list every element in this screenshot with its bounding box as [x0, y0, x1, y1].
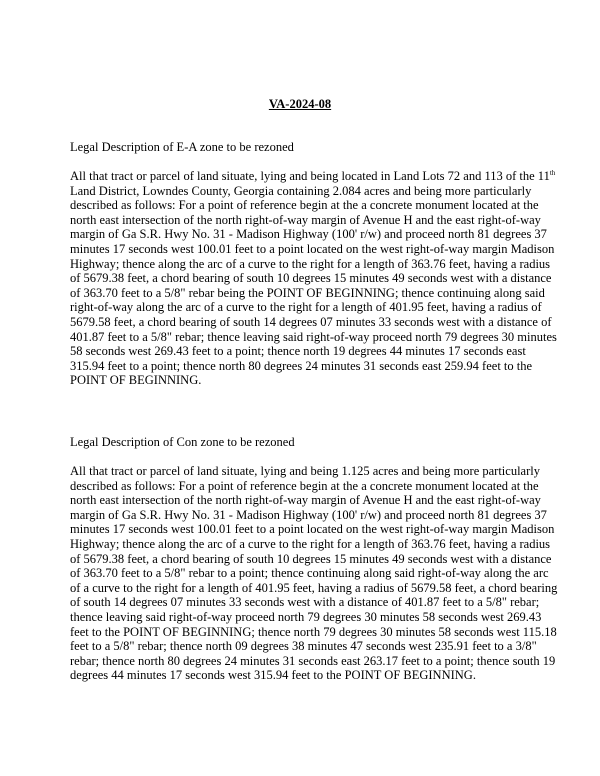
text-line: described as follows: For a point of reference begin at the a concrete monument located at the: [70, 478, 539, 493]
section-ea-body: [70, 168, 557, 388]
text-line: Highway; thence along the arc of a curve to the right for a length of 363.76 feet, having a radius: [70, 536, 551, 551]
text-line: north east intersection of the north right-of-way margin of Avenue H and the east right-of-way: [70, 212, 541, 227]
text-line: minutes 17 seconds west 100.01 feet to a point located on the west right-of-way margin Madison: [70, 241, 555, 256]
text-line: 5679.58 feet, a chord bearing of south 14 degrees 07 minutes 33 seconds west with a distance of: [70, 314, 552, 329]
text-line: All that tract or parcel of land situate, lying and being located in Land Lots 72 and 113 of the 11th: [70, 168, 556, 183]
text-line: 315.94 feet to a point; thence north 80 degrees 24 minutes 31 seconds east 259.94 feet to the: [70, 358, 533, 373]
text-line: Land District, Lowndes County, Georgia containing 2.084 acres and being more particularly: [70, 183, 532, 198]
text-line: rebar; thence north 80 degrees 24 minutes 31 seconds east 263.17 feet to a point; thence south 19: [70, 653, 556, 668]
text-line: margin of Ga S.R. Hwy No. 31 - Madison Highway (100' r/w) and proceed north 81 degrees 37: [70, 507, 547, 522]
section-ea-zone: [70, 139, 557, 388]
section-ea-heading: Legal Description of E-A zone to be rezoned: [70, 140, 294, 154]
text-line: degrees 44 minutes 17 seconds west 315.94 feet to the POINT OF BEGINNING.: [70, 668, 476, 683]
text-line: minutes 17 seconds west 100.01 feet to a point located on the west right-of-way margin Madison: [70, 522, 555, 537]
text-line: of 363.70 feet to a 5/8" rebar to a point; thence continuing along said right-of-way along the arc: [70, 566, 549, 581]
text-line: Highway; thence along the arc of a curve to the right for a length of 363.76 feet, having a radius: [70, 256, 551, 271]
section-con-zone: [70, 434, 558, 683]
text-line: All that tract or parcel of land situate, lying and being 1.125 acres and being more particularly: [70, 464, 540, 478]
text-line: feet to the POINT OF BEGINNING; thence north 79 degrees 30 minutes 58 seconds west 115.18: [70, 624, 557, 639]
text-line: right-of-way along the arc of a curve to the right for a length of 401.95 feet, having a radius of: [70, 300, 542, 315]
text-line: 401.87 feet to a 5/8" rebar; thence leaving said right-of-way proceed north 79 degrees 30 minutes: [70, 329, 557, 344]
text-line: of 363.70 feet to a 5/8" rebar being the POINT OF BEGINNING; thence continuing along said: [70, 285, 545, 300]
document-title: [0, 96, 600, 112]
text-line: north east intersection of the north right-of-way margin of Avenue H and the east right-of-way: [70, 493, 541, 508]
text-line: feet to a 5/8" rebar; thence north 09 degrees 38 minutes 47 seconds west 235.91 feet to a 3/8": [70, 639, 537, 654]
text-line: of a curve to the right for a length of 401.95 feet, having a radius of 5679.58 feet, a chord bearing: [70, 580, 558, 595]
text-line: of 5679.38 feet, a chord bearing of south 10 degrees 15 minutes 49 seconds west with a distance: [70, 271, 552, 286]
text-line: thence leaving said right-of-way proceed north 79 degrees 30 minutes 58 seconds west 269.43: [70, 609, 542, 624]
section-con-body: [70, 464, 558, 683]
text-line: margin of Ga S.R. Hwy No. 31 - Madison Highway (100' r/w) and proceed north 81 degrees 37: [70, 227, 547, 242]
section-con-heading: Legal Description of Con zone to be rezoned: [70, 435, 295, 449]
text-line: 58 seconds west 269.43 feet to a point; thence north 19 degrees 44 minutes 17 seconds east: [70, 344, 526, 359]
text-line: described as follows: For a point of reference begin at the a concrete monument located at the: [70, 198, 539, 213]
text-line: of 5679.38 feet, a chord bearing of south 10 degrees 15 minutes 49 seconds west with a distance: [70, 551, 552, 566]
text-line: POINT OF BEGINNING.: [70, 373, 202, 388]
ordinal-superscript: th: [549, 168, 556, 177]
document-title-text: VA-2024-08: [268, 97, 332, 111]
text-line: of south 14 degrees 07 minutes 33 seconds west with a distance of 401.87 feet to a 5/8" rebar;: [70, 595, 540, 610]
